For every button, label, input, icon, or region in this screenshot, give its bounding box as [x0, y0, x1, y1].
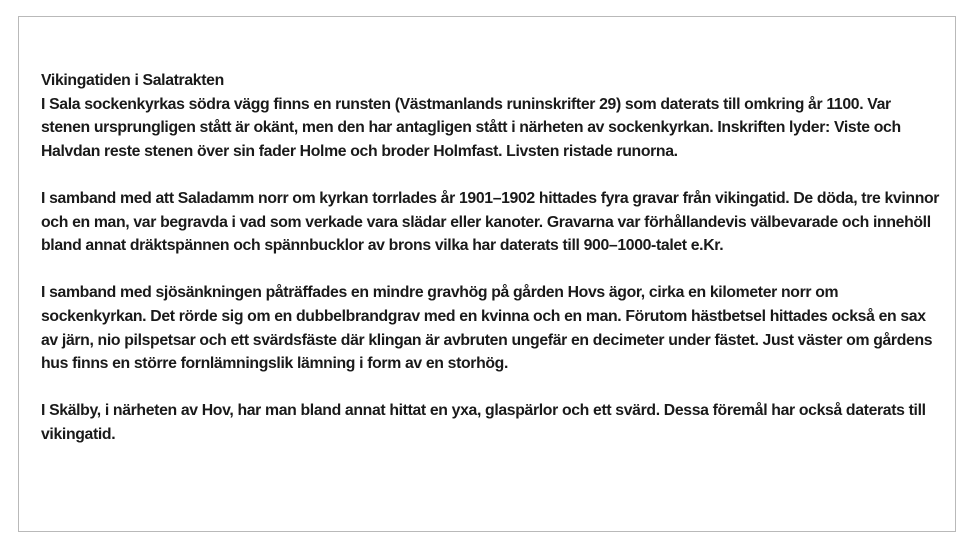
paragraph-1 — [41, 69, 941, 163]
paragraph-2: I samband med att Saladamm norr om kyrkan torrlades år 1901–1902 hittades fyra gravar från vikingatid. De döda, tre kvinnor och en man, var begravda i vad som verkade vara slädar eller kanoter. Gravarna var förhållandevis välbevarade och innehöll bland annat dräktspännen och spännbucklor av brons vilka har daterats till 900–1000-talet e.Kr. — [41, 189, 940, 255]
slide-frame — [18, 16, 956, 532]
paragraph-1-text: I Sala sockenkyrkas södra vägg finns en runsten (Västmanlands runinskrifter 29) som daterats till omkring år 1100. Var stenen ursprungligen stått är okänt, men den har antagligen stått i närheten av sockenkyrkan. Inskriften lyder: Viste och Halvdan reste stenen över sin fader Holme och broder Holmfast. Livsten ristade runorna. — [41, 95, 901, 160]
text-content — [41, 69, 941, 470]
paragraph-3: I samband med sjösänkningen påträffades en mindre gravhög på gården Hovs ägor, cirka en kilometer norr om sockenkyrkan. Det rörde sig om en dubbelbrandgrav med en kvinna och en man. Förutom hästbetsel hittades också en sax av järn, nio pilspetsar och ett svärdsfäste där klingan är avbruten ungefär en decimeter under fästet. Just väster om gårdens hus finns en större fornlämningslik lämning i form av en storhög. — [41, 284, 933, 373]
document-title: Vikingatiden i Salatrakten — [41, 72, 224, 89]
paragraph-4: I Skälby, i närheten av Hov, har man bland annat hittat en yxa, glaspärlor och ett svärd. Dessa föremål har också daterats till vikingatid. — [41, 402, 926, 443]
